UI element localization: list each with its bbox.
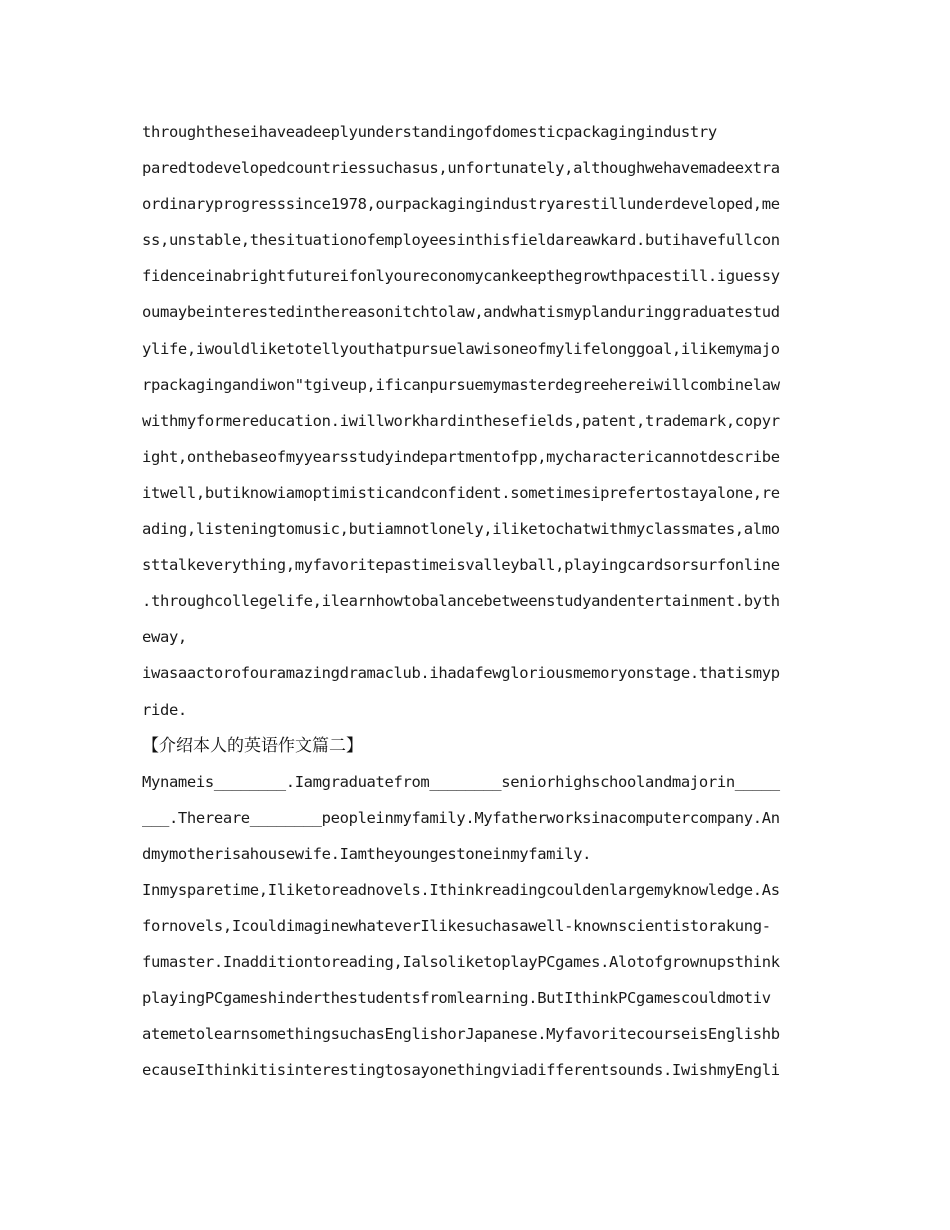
text-line: rpackagingandiwon"tgiveup,ificanpursuemymasterdegreehereiwillcombinelaw <box>142 375 780 394</box>
text-line: .throughcollegelife,ilearnhowtobalancebetweenstudyandentertainment.byth <box>142 592 780 611</box>
text-line: ___.Thereare________peopleinmyfamily.Myfatherworksinacomputercompany.An <box>142 808 780 827</box>
text-line: itwell,butiknowiamoptimisticandconfident.sometimesiprefertostayalone,re <box>142 483 780 502</box>
text-line: fidenceinabrightfutureifonlyoureconomycankeepthegrowthpacestill.iguessy <box>142 267 780 286</box>
text-line: paredtodevelopedcountriessuchasus,unfortunately,althoughwehavemadeextra <box>142 159 780 178</box>
document-body <box>142 114 806 1089</box>
text-line: iwasaactorofouramazingdramaclub.ihadafewgloriousmemoryonstage.thatismyp <box>142 664 780 683</box>
text-line: oumaybeinterestedinthereasonitchtolaw,andwhatismyplanduringgraduatestud <box>142 303 780 322</box>
text-line: ading,listeningtomusic,butiamnotlonely,iliketochatwithmyclassmates,almo <box>142 520 780 539</box>
text-line: ride. <box>142 700 187 719</box>
text-line: ylife,iwouldliketotellyouthatpursuelawisoneofmylifelonggoal,ilikemymajo <box>142 339 780 358</box>
text-line: Mynameis________.Iamgraduatefrom________seniorhighschoolandmajorin_____ <box>142 772 780 791</box>
text-line: withmyformereducation.iwillworkhardinthesefields,patent,trademark,copyr <box>142 411 780 430</box>
text-line: sttalkeverything,myfavoritepastimeisvalleyball,playingcardsorsurfonline <box>142 556 780 575</box>
text-line: fumaster.Inadditiontoreading,IalsoliketoplayPCgames.Alotofgrownupsthink <box>142 953 780 972</box>
section-one <box>142 114 806 728</box>
text-line: ecauseIthinkitisinterestingtosayonethingviadifferentsounds.IwishmyEngli <box>142 1061 780 1080</box>
text-line: atemetolearnsomethingsuchasEnglishorJapanese.MyfavoritecourseisEnglishb <box>142 1025 780 1044</box>
text-line: ight,onthebaseofmyyearsstudyindepartmentofpp,mycharactericannotdescribe <box>142 447 780 466</box>
text-line: ss,unstable,thesituationofemployeesinthisfieldareawkard.butihavefullcon <box>142 231 780 250</box>
text-line: playingPCgameshinderthestudentsfromlearning.ButIthinkPCgamescouldmotiv <box>142 989 771 1008</box>
section-heading: 【介绍本人的英语作文篇二】 <box>142 735 363 756</box>
text-line: dmymotherisahousewife.Iamtheyoungestoneinmyfamily. <box>142 844 592 863</box>
text-line: ordinaryprogresssince1978,ourpackagingindustryarestillunderdeveloped,me <box>142 195 780 214</box>
text-line: eway, <box>142 628 187 647</box>
text-line: Inmysparetime,Iliketoreadnovels.Ithinkreadingcouldenlargemyknowledge.As <box>142 880 780 899</box>
text-line: fornovels,IcouldimaginewhateverIlikesuchasawell-knownscientistorakung- <box>142 917 771 936</box>
text-line: throughtheseihaveadeeplyunderstandingofdomesticpackagingindustry <box>142 123 717 141</box>
section-two <box>142 764 806 1089</box>
